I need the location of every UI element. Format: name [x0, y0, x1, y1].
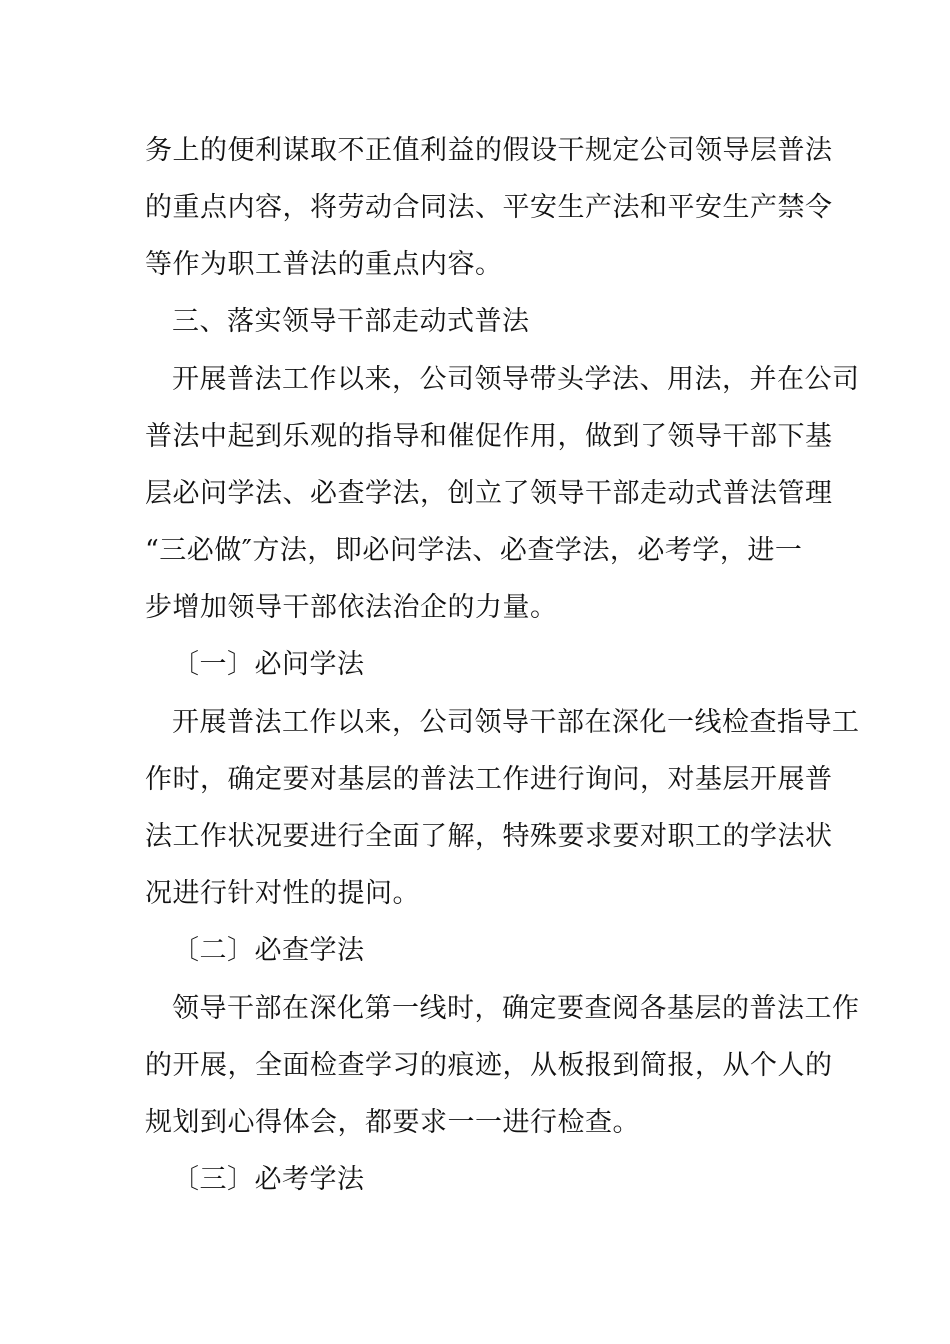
paragraph-line: 作时，确定要对基层的普法工作进行询问，对基层开展普 [145, 764, 833, 795]
paragraph-line: 普法中起到乐观的指导和催促作用，做到了领导干部下基 [145, 421, 833, 452]
paragraph-line: 况进行针对性的提问。 [145, 878, 420, 909]
paragraph-line: 的开展，全面检查学习的痕迹，从板报到简报，从个人的 [145, 1050, 833, 1081]
paragraph-line: “三必做″方法，即必问学法、必查学法，必考学，进一 [145, 535, 803, 566]
paragraph-line: 领导干部在深化第一线时，确定要查阅各基层的普法工作 [172, 993, 860, 1024]
subsection-heading: 〔三〕必考学法 [172, 1164, 365, 1195]
subsection-heading: 〔二〕必查学法 [172, 935, 365, 966]
paragraph-line: 法工作状况要进行全面了解，特殊要求要对职工的学法状 [145, 821, 833, 852]
paragraph-line: 规划到心得体会，都要求一一进行检查。 [145, 1107, 640, 1138]
paragraph-line: 的重点内容，将劳动合同法、平安生产法和平安生产禁令 [145, 192, 833, 223]
paragraph-line: 务上的便利谋取不正值利益的假设干规定公司领导层普法 [145, 135, 833, 166]
paragraph-line: 等作为职工普法的重点内容。 [145, 249, 503, 280]
paragraph-line: 开展普法工作以来，公司领导干部在深化一线检查指导工 [172, 707, 860, 738]
paragraph-line: 步增加领导干部依法治企的力量。 [145, 592, 558, 623]
paragraph-line: 开展普法工作以来，公司领导带头学法、用法，并在公司 [172, 364, 860, 395]
paragraph-line: 层必问学法、必查学法，创立了领导干部走动式普法管理 [145, 478, 833, 509]
subsection-heading: 〔一〕必问学法 [172, 649, 365, 680]
section-heading: 三、落实领导干部走动式普法 [172, 306, 530, 337]
